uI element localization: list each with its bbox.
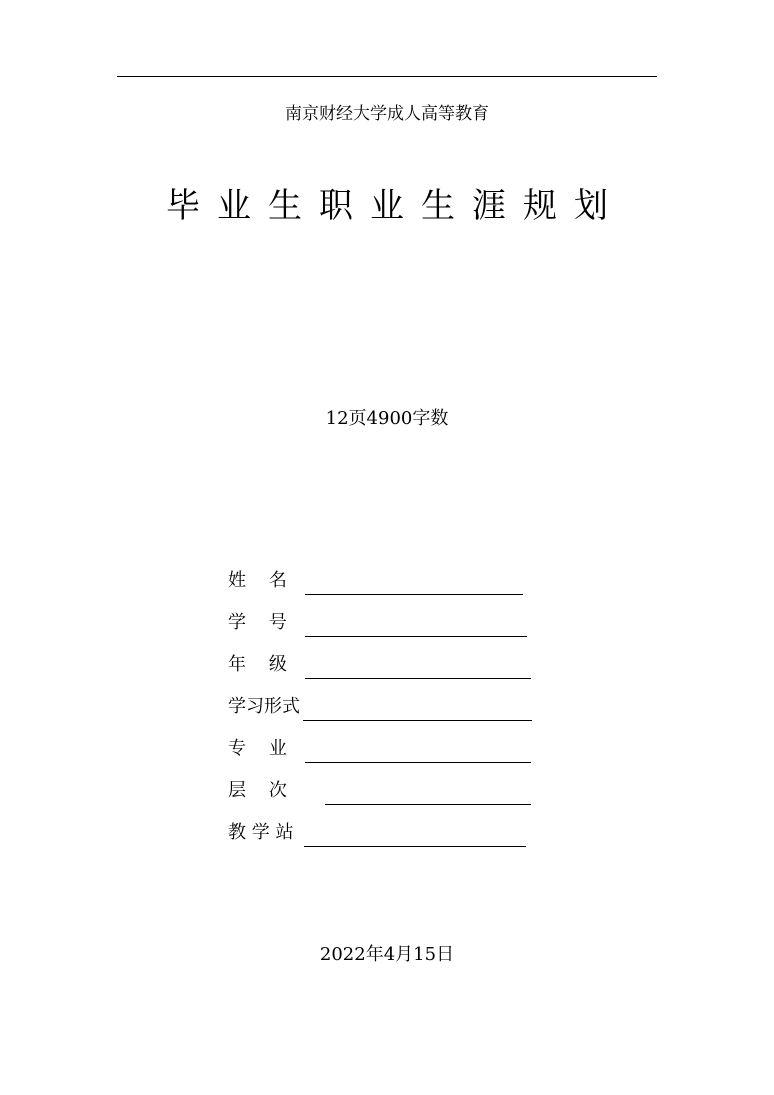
teaching-station-field-line[interactable] [304,846,526,847]
page-word-count: 12页4900字数 [325,408,449,429]
form-label-name: 姓 名 [228,570,287,591]
form-row-study-mode [228,692,548,734]
top-rule [117,76,657,77]
study-mode-field-line[interactable] [303,720,532,721]
document-title: 毕业生职业生涯规划 [166,186,625,226]
student-id-field-line[interactable] [305,636,527,637]
form-label-level: 层 次 [228,780,287,801]
form-label-grade: 年 级 [228,654,287,675]
form-row-level [228,776,548,818]
form-label-teaching-station: 教 学 站 [228,822,294,843]
form-label-student-id: 学 号 [228,612,287,633]
major-field-line[interactable] [305,762,531,763]
form-row-name [228,566,548,608]
school-name: 南京财经大学成人高等教育 [285,104,489,124]
document-date: 2022年4月15日 [319,944,455,965]
form-label-major: 专 业 [228,738,287,759]
grade-field-line[interactable] [305,678,531,679]
form-row-grade [228,650,548,692]
level-field-line[interactable] [325,804,531,805]
form-label-study-mode: 学习形式 [228,696,300,717]
info-form [228,566,548,860]
form-row-student-id [228,608,548,650]
form-row-major [228,734,548,776]
name-field-line[interactable] [305,594,523,595]
form-row-teaching-station [228,818,548,860]
